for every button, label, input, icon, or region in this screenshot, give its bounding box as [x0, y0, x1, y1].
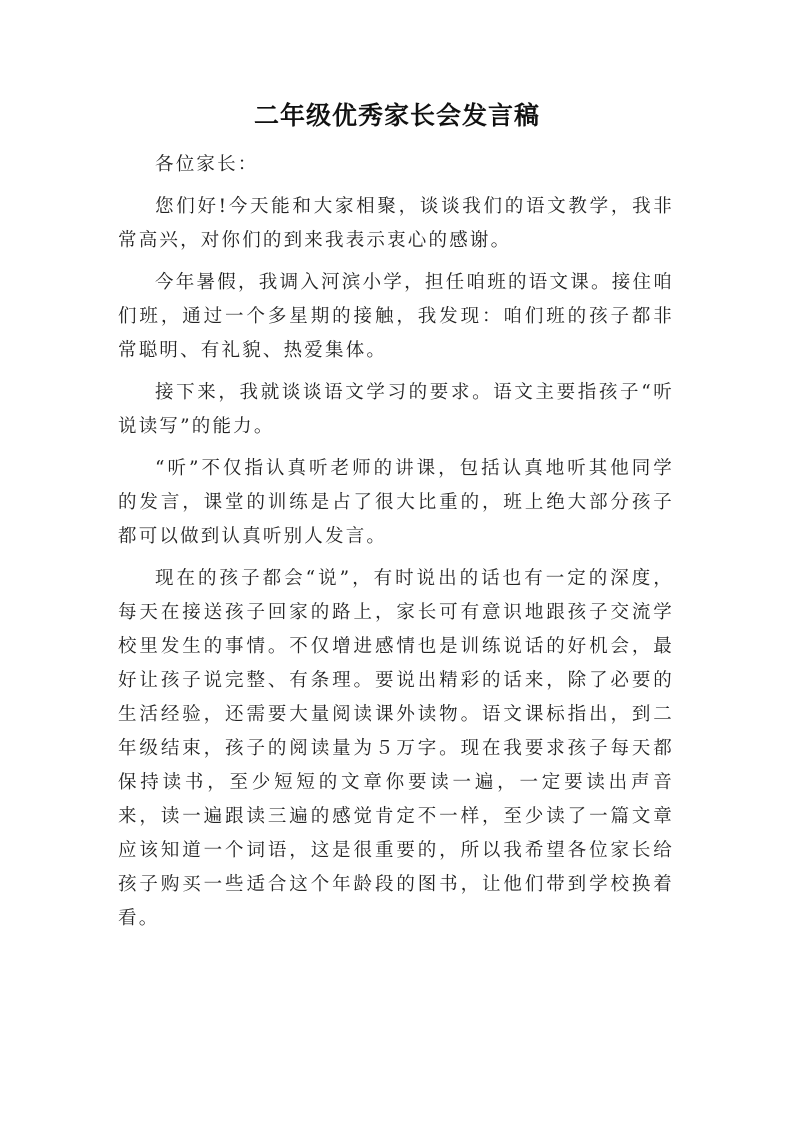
document-title: 二年级优秀家长会发言稿: [253, 101, 540, 130]
paragraph: 您们好!今天能和大家相聚，谈谈我们的语文教学，我非常高兴，对你们的到来我表示衷心的感谢。: [118, 196, 674, 251]
paragraph: “听”不仅指认真听老师的讲课，包括认真地听其他同学的发言，课堂的训练是占了很大比重的，班上绝大部分孩子都可以做到认真听别人发言。: [118, 458, 674, 547]
paragraph: 今年暑假，我调入河滨小学，担任咱班的语文课。接住咱们班，通过一个多星期的接触，我发现：咱们班的孩子都非常聪明、有礼貌、热爱集体。: [118, 272, 674, 361]
salutation: 各位家长：: [155, 154, 259, 175]
document-body: [118, 148, 674, 944]
paragraph: 接下来，我就谈谈语文学习的要求。语文主要指孩子“听说读写”的能力。: [118, 382, 674, 437]
paragraph: 现在的孩子都会“说”，有时说出的话也有一定的深度，每天在接送孩子回家的路上，家长可有意识地跟孩子交流学校里发生的事情。不仅增进感情也是训练说话的好机会，最好让孩子说完整、有条理。要说出精彩的话来，除了必要的生活经验，还需要大量阅读课外读物。语文课标指出，到二年级结束，孩子的阅读量为５万字。现在我要求孩子每天都保持读书，至少短短的文章你要读一遍，一定要读出声音来，读一遍跟读三遍的感觉肯定不一样，至少读了一篇文章应该知道一个词语，这是很重要的，所以我希望各位家长给孩子购买一些适合这个年龄段的图书，让他们带到学校换着看。: [118, 568, 674, 929]
